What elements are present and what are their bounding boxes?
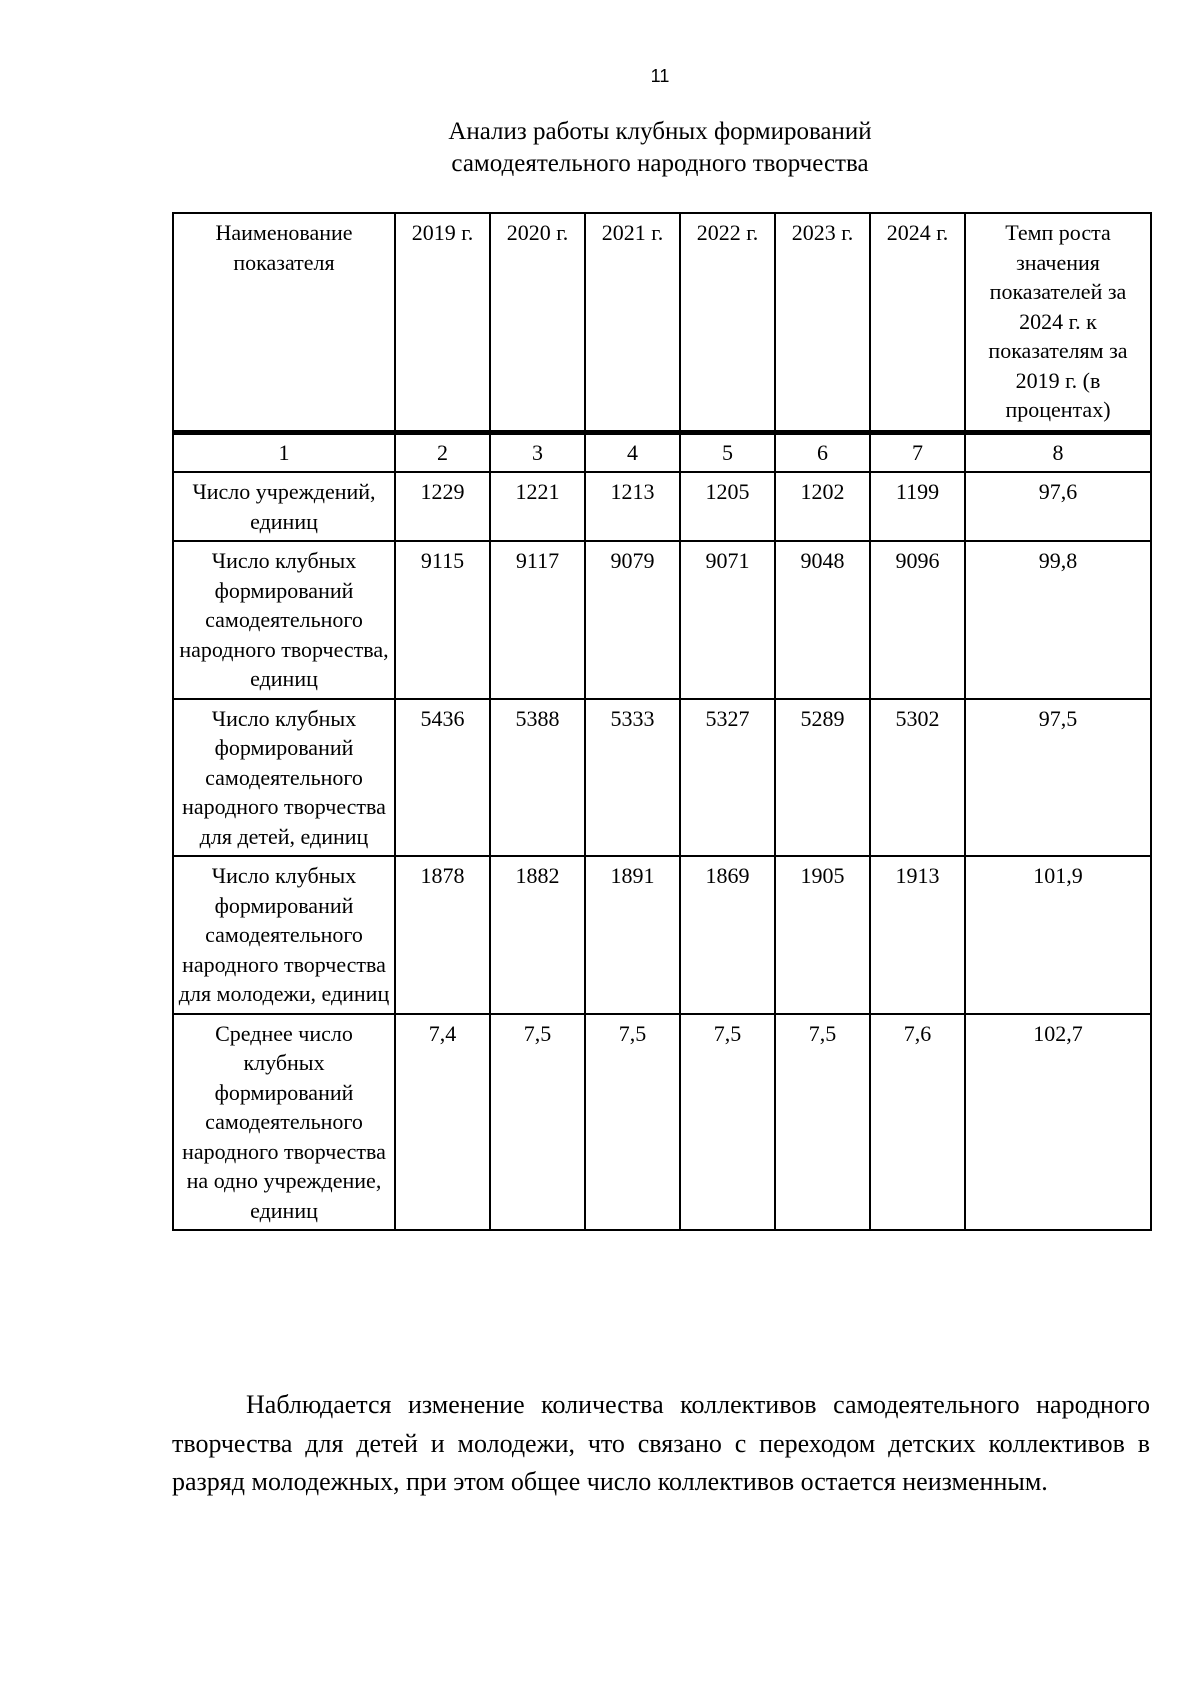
cell-value: 5436: [395, 699, 490, 857]
cell-value: 5302: [870, 699, 965, 857]
cell-value: 1913: [870, 856, 965, 1014]
table-row: [173, 856, 1151, 1014]
column-number-row: [173, 433, 1151, 473]
cell-value: 1869: [680, 856, 775, 1014]
cell-value: 7,6: [870, 1014, 965, 1231]
cell-value: 1229: [395, 472, 490, 541]
header-2020: 2020 г.: [490, 213, 585, 433]
header-2021: 2021 г.: [585, 213, 680, 433]
cell-growth-rate: 102,7: [965, 1014, 1151, 1231]
column-number: 8: [965, 433, 1151, 473]
header-indicator-name: Наименование показателя: [173, 213, 395, 433]
header-growth-rate: Темп роста значения показателей за 2024 г. к показателям за 2019 г. (в процентах): [965, 213, 1151, 433]
cell-value: 9115: [395, 541, 490, 699]
title-line-1: Анализ работы клубных формирований: [448, 118, 872, 145]
cell-value: 1221: [490, 472, 585, 541]
data-table-container: [172, 212, 1150, 1231]
cell-value: 7,5: [680, 1014, 775, 1231]
column-number: 4: [585, 433, 680, 473]
cell-value: 1905: [775, 856, 870, 1014]
row-indicator-name: Число учреждений, единиц: [173, 472, 395, 541]
cell-value: 9117: [490, 541, 585, 699]
column-number: 5: [680, 433, 775, 473]
column-number: 2: [395, 433, 490, 473]
column-number: 7: [870, 433, 965, 473]
cell-value: 1882: [490, 856, 585, 1014]
table-row: [173, 472, 1151, 541]
column-number: 3: [490, 433, 585, 473]
cell-growth-rate: 99,8: [965, 541, 1151, 699]
cell-value: 5327: [680, 699, 775, 857]
table-row: [173, 699, 1151, 857]
page-number: 11: [650, 66, 670, 86]
cell-value: 9079: [585, 541, 680, 699]
row-indicator-name: Число клубных формирований самодеятельного народного творчества для молодежи, единиц: [173, 856, 395, 1014]
cell-value: 5289: [775, 699, 870, 857]
cell-growth-rate: 97,6: [965, 472, 1151, 541]
cell-growth-rate: 97,5: [965, 699, 1151, 857]
data-table: [172, 212, 1152, 1231]
table-row: [173, 1014, 1151, 1231]
cell-value: 1199: [870, 472, 965, 541]
title-line-2: самодеятельного народного творчества: [451, 150, 869, 177]
header-2019: 2019 г.: [395, 213, 490, 433]
cell-value: 7,4: [395, 1014, 490, 1231]
cell-value: 7,5: [490, 1014, 585, 1231]
cell-value: 9096: [870, 541, 965, 699]
cell-value: 9048: [775, 541, 870, 699]
column-number: 1: [173, 433, 395, 473]
cell-value: 1213: [585, 472, 680, 541]
header-2023: 2023 г.: [775, 213, 870, 433]
cell-value: 1891: [585, 856, 680, 1014]
cell-value: 1205: [680, 472, 775, 541]
cell-value: 1878: [395, 856, 490, 1014]
cell-value: 7,5: [585, 1014, 680, 1231]
table-header-row: [173, 213, 1151, 433]
cell-value: 7,5: [775, 1014, 870, 1231]
cell-value: 5333: [585, 699, 680, 857]
row-indicator-name: Среднее число клубных формирований самодеятельного народного творчества на одно учреждение, единиц: [173, 1014, 395, 1231]
row-indicator-name: Число клубных формирований самодеятельного народного творчества для детей, единиц: [173, 699, 395, 857]
header-2022: 2022 г.: [680, 213, 775, 433]
body-paragraph: Наблюдается изменение количества коллективов самодеятельного народного творчества для детей и молодежи, что связано с переходом детских коллективов в разряд молодежных, при этом общее число коллективов остается неизменным.: [172, 1390, 1150, 1496]
cell-growth-rate: 101,9: [965, 856, 1151, 1014]
column-number: 6: [775, 433, 870, 473]
cell-value: 5388: [490, 699, 585, 857]
table-title: [0, 116, 1200, 180]
cell-value: 9071: [680, 541, 775, 699]
header-2024: 2024 г.: [870, 213, 965, 433]
table-row: [173, 541, 1151, 699]
cell-value: 1202: [775, 472, 870, 541]
row-indicator-name: Число клубных формирований самодеятельного народного творчества, единиц: [173, 541, 395, 699]
